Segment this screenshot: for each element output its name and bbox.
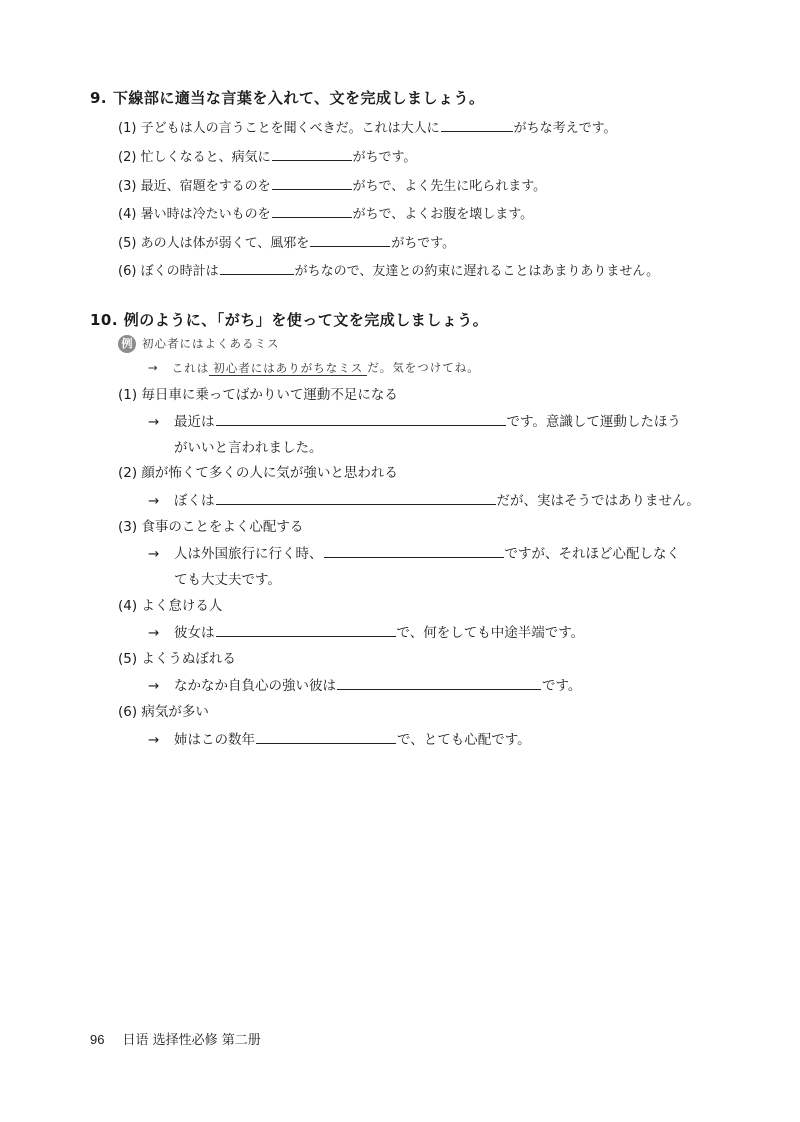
answer-blank[interactable]: [272, 174, 352, 190]
q10-item-2-prompt: [118, 461, 398, 481]
answer-blank[interactable]: [256, 728, 396, 744]
item-text-after: で、とても心配です。: [397, 732, 531, 748]
arrow-icon: →: [148, 732, 160, 748]
q10-item-3-continuation: ても大丈夫です。: [174, 572, 281, 588]
item-text-before: なかなか自負心の強い彼は: [174, 678, 336, 694]
item-text-after: ですが、それほど心配しなく: [504, 546, 680, 562]
item-number: (5): [118, 651, 138, 667]
q10-item-1-answer: [148, 410, 681, 430]
q10-item-4-answer: [148, 621, 584, 641]
item-text-before: 姉はこの数年: [174, 732, 255, 748]
answer-blank[interactable]: [216, 489, 496, 505]
item-prompt: 病気が多い: [141, 704, 209, 720]
item-text-before: 子どもは人の言うことを聞くべきだ。これは大人に: [140, 121, 440, 136]
item-text-after: がちな考えです。: [513, 121, 617, 136]
section-9-heading: 9. 下線部に適当な言葉を入れて、文を完成しましょう。: [90, 89, 485, 107]
answer-blank[interactable]: [441, 116, 513, 132]
q9-item-1: [118, 116, 617, 136]
q10-item-2-answer: [148, 489, 700, 509]
item-prompt: 顔が怖くて多くの人に気が強いと思われる: [141, 465, 398, 481]
q9-item-5: [118, 231, 455, 251]
q10-item-3-prompt: [118, 515, 303, 535]
item-number: (6): [118, 704, 138, 720]
page-number: 96: [90, 1032, 105, 1047]
example-prompt: [118, 333, 280, 353]
answer-blank[interactable]: [272, 202, 352, 218]
example-answer: [148, 357, 480, 376]
answer-blank[interactable]: [337, 674, 541, 690]
q9-item-6: [118, 259, 659, 279]
q10-item-1-continuation: がいいと言われました。: [174, 440, 323, 456]
section-10-heading: 10. 例のように、「がち」を使って文を完成しましょう。: [90, 311, 489, 329]
item-prompt: 食事のことをよく心配する: [141, 519, 304, 535]
q10-item-5-prompt: [118, 647, 236, 667]
q10-item-3-answer: [148, 542, 680, 562]
q9-item-3: [118, 174, 546, 194]
item-prompt: よくうぬぼれる: [141, 651, 236, 667]
answer-blank[interactable]: [220, 259, 294, 275]
item-text-before: 最近は: [174, 414, 215, 430]
q10-item-6-prompt: [118, 700, 209, 720]
item-number: (5): [118, 236, 137, 251]
q10-item-1-prompt: [118, 383, 398, 403]
example-answer-underlined: 初心者にはありがちなミス: [209, 361, 367, 376]
item-prompt: よく怠ける人: [141, 598, 223, 614]
item-text-before: 忙しくなると、病気に: [140, 150, 271, 165]
item-text-after: で、何をしても中途半端です。: [396, 625, 585, 641]
item-number: (3): [118, 519, 138, 535]
item-prompt: 毎日車に乗ってばかりいて運動不足になる: [141, 387, 398, 403]
item-number: (6): [118, 264, 137, 279]
arrow-icon: →: [148, 360, 159, 375]
item-number: (2): [118, 465, 138, 481]
answer-blank[interactable]: [216, 410, 506, 426]
item-number: (3): [118, 179, 137, 194]
item-number: (1): [118, 387, 138, 403]
answer-blank[interactable]: [324, 542, 504, 558]
item-text-before: ぼくは: [174, 493, 215, 509]
q9-item-2: [118, 145, 416, 165]
item-text-before: 最近、宿題をするのを: [140, 179, 271, 194]
item-number: (2): [118, 150, 137, 165]
item-text-after: です。: [542, 678, 582, 694]
example-prompt-text: 初心者にはよくあるミス: [142, 336, 280, 351]
item-text-after: がちです。: [352, 150, 417, 165]
example-answer-before: これは: [171, 360, 210, 375]
item-text-before: ぼくの時計は: [140, 264, 219, 279]
q9-item-4: [118, 202, 533, 222]
q10-item-4-prompt: [118, 594, 222, 614]
arrow-icon: →: [148, 493, 160, 509]
example-badge: 例: [118, 335, 136, 353]
item-number: (4): [118, 207, 137, 222]
item-text-after: がちで、よく先生に叱られます。: [352, 179, 547, 194]
answer-blank[interactable]: [310, 231, 390, 247]
q10-item-5-answer: [148, 674, 581, 694]
answer-blank[interactable]: [216, 621, 396, 637]
arrow-icon: →: [148, 678, 160, 694]
item-text-after: がちなので、友達との約束に遅れることはあまりありません。: [294, 264, 660, 279]
item-number: (1): [118, 121, 137, 136]
q10-item-6-answer: [148, 728, 531, 748]
item-text-before: 人は外国旅行に行く時、: [174, 546, 323, 562]
answer-blank[interactable]: [272, 145, 352, 161]
book-title: 日语 选择性必修 第二册: [122, 1033, 261, 1048]
item-text-before: あの人は体が弱くて、風邪を: [140, 236, 310, 251]
page-footer: [90, 1029, 261, 1048]
item-text-after: だが、実はそうではありません。: [496, 493, 700, 509]
arrow-icon: →: [148, 546, 160, 562]
arrow-icon: →: [148, 414, 160, 430]
item-number: (4): [118, 598, 138, 614]
item-text-before: 彼女は: [174, 625, 215, 641]
item-text-after: です。意識して運動したほう: [506, 414, 681, 430]
arrow-icon: →: [148, 625, 160, 641]
item-text-after: がちで、よくお腹を壊します。: [352, 207, 534, 222]
item-text-after: がちです。: [391, 236, 456, 251]
example-answer-after: だ。気をつけてね。: [367, 360, 480, 375]
item-text-before: 暑い時は冷たいものを: [140, 207, 271, 222]
